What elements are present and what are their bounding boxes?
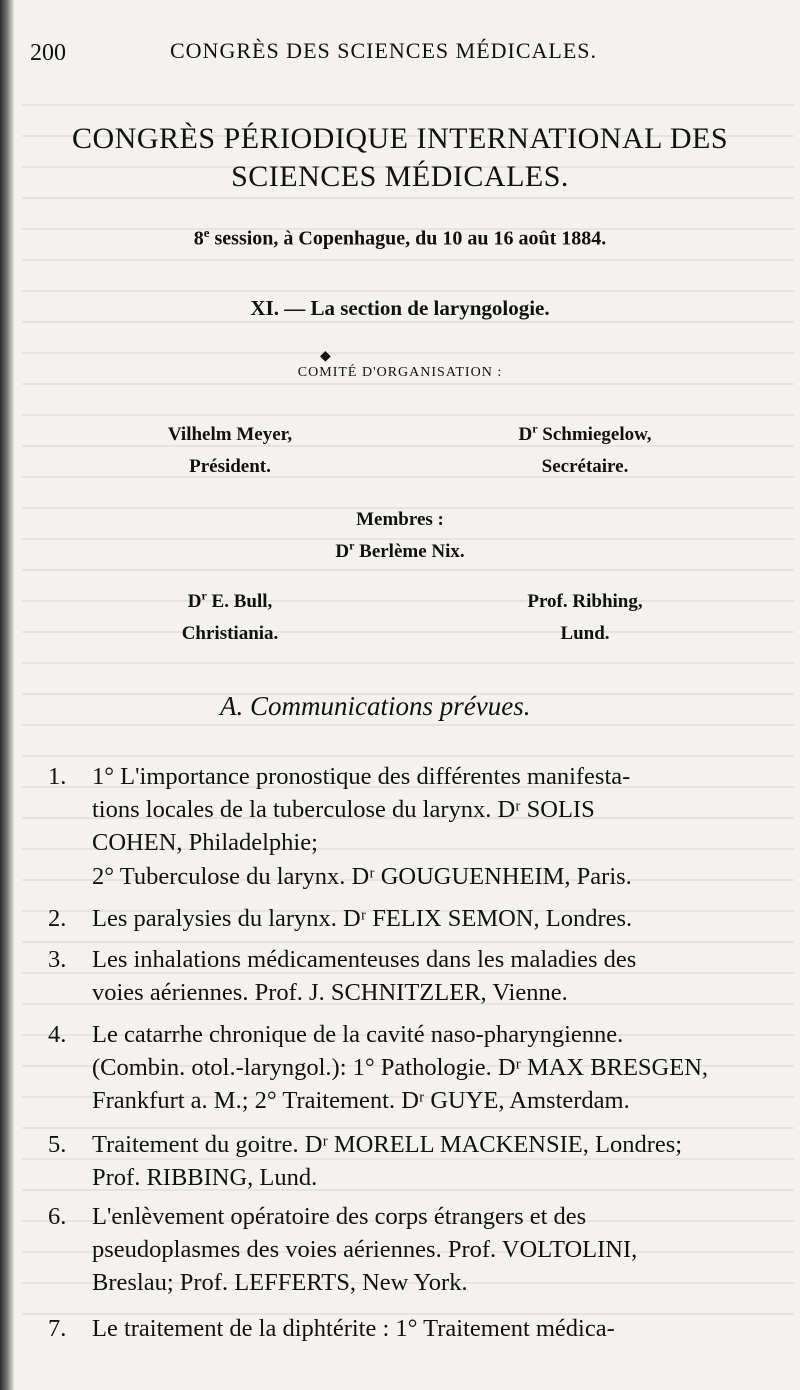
item-text: [92, 860, 770, 893]
item-line: Prof. RIBBING, Lund.: [92, 1164, 318, 1191]
member-berleme-nix: [0, 538, 800, 563]
secretary-prefix-sup: r: [532, 421, 538, 436]
communication-item: [30, 860, 770, 893]
item-line: L'enlèvement opératoire des corps étrangers et des: [92, 1203, 587, 1230]
item-number: 6.: [48, 1203, 67, 1230]
secretary-role: Secrétaire.: [541, 456, 629, 477]
secretary-name: [460, 421, 710, 446]
session-details: session, à Copenhague, du 10 au 16 août 1884.: [209, 227, 607, 250]
item-line: pseudoplasmes des voies aériennes. Prof. VOLTOLINI,: [92, 1236, 638, 1263]
members-label: Membres :: [356, 509, 444, 530]
item-number: 5.: [48, 1131, 67, 1158]
item-number: 3.: [48, 946, 67, 973]
secretary-prefix: D: [518, 424, 533, 445]
member1-prefix: D: [335, 541, 350, 562]
communications-heading: A. Communications prévues.: [220, 691, 531, 721]
item-text: [92, 760, 770, 859]
item-text: [92, 943, 770, 1009]
item-line: COHEN, Philadelphie;: [92, 829, 318, 856]
item-line: Le traitement de la diphtérite : 1° Traitement médica-: [92, 1315, 615, 1342]
item-line: Frankfurt a. M.; 2° Traitement. Dʳ GUYE, Amsterdam.: [92, 1087, 630, 1114]
running-head: CONGRÈS DES SCIENCES MÉDICALES.: [170, 38, 598, 63]
session-number: 8: [193, 227, 204, 250]
item-text: [92, 1312, 770, 1345]
communication-item: [30, 1128, 770, 1194]
item-text: [92, 902, 770, 935]
member-bull-city: Christiania.: [181, 623, 279, 644]
item-line: voies aériennes. Prof. J. SCHNITZLER, Vienne.: [92, 979, 568, 1006]
item-text: [92, 1128, 770, 1194]
item-line: Le catarrhe chronique de la cavité naso-pharyngienne.: [92, 1021, 624, 1048]
communication-item: [30, 943, 770, 1009]
item-line: tions locales de la tuberculose du larynx. Dʳ SOLIS: [92, 796, 595, 823]
member1-prefix-sup: r: [349, 538, 355, 553]
communication-item: [30, 760, 770, 859]
member2-prefix-sup: r: [201, 588, 207, 603]
member-bull: [130, 588, 330, 613]
communication-item: [30, 1018, 770, 1117]
communication-item: [30, 1200, 770, 1299]
member-ribhing: Prof. Ribhing,: [527, 591, 643, 612]
member-ribhing-city: Lund.: [560, 623, 610, 644]
page-number: 200: [30, 40, 66, 66]
session-ordinal: e: [203, 225, 210, 240]
committee-heading: COMITÉ D'ORGANISATION :: [297, 365, 503, 380]
ink-mark-icon: ◆: [320, 349, 331, 364]
president-name: Vilhelm Meyer,: [167, 424, 293, 445]
item-number: 4.: [48, 1021, 67, 1048]
item-text: [92, 1018, 770, 1117]
member2-prefix: D: [187, 591, 202, 612]
item-line: Breslau; Prof. LEFFERTS, New York.: [92, 1269, 468, 1296]
congress-title-line1: CONGRÈS PÉRIODIQUE INTERNATIONAL DES: [71, 122, 729, 155]
item-line: Traitement du goitre. Dʳ MORELL MACKENSIE, Londres;: [92, 1131, 683, 1158]
president-role: Président.: [189, 456, 271, 477]
congress-title-line2: SCIENCES MÉDICALES.: [231, 160, 569, 193]
member2-name: E. Bull,: [206, 591, 273, 612]
item-line: Les paralysies du larynx. Dʳ FELIX SEMON, Londres.: [92, 905, 633, 932]
item-line: Les inhalations médicamenteuses dans les maladies des: [92, 946, 637, 973]
section-title: XI. — La section de laryngologie.: [250, 296, 550, 320]
item-number: 1.: [48, 763, 67, 790]
communication-item: [30, 1312, 770, 1345]
page-binding-edge: [0, 0, 14, 1390]
secretary-surname: Schmiegelow,: [537, 424, 652, 445]
item-number: 2.: [48, 905, 67, 932]
item-number: 7.: [48, 1315, 67, 1342]
communication-item: [30, 902, 770, 935]
member1-name: Berlème Nix.: [354, 541, 465, 562]
item-line: (Combin. otol.-laryngol.): 1° Pathologie. Dʳ MAX BRESGEN,: [92, 1054, 709, 1081]
item-text: [92, 1200, 770, 1299]
item-line: 2° Tuberculose du larynx. Dʳ GOUGUENHEIM, Paris.: [92, 863, 632, 890]
item-line: 1° L'importance pronostique des différentes manifesta-: [92, 763, 631, 790]
session-line: [0, 225, 800, 251]
